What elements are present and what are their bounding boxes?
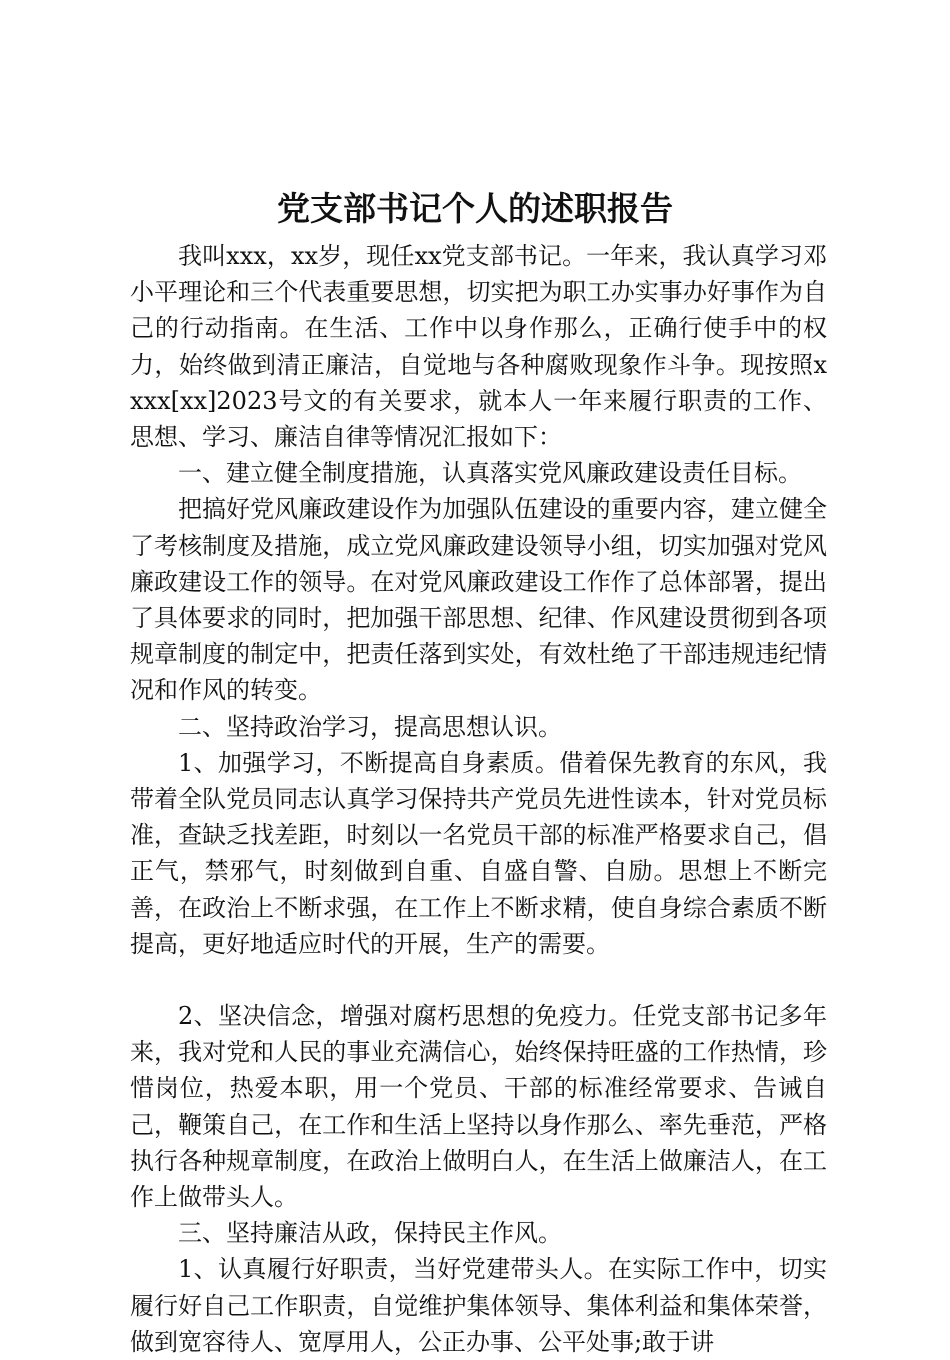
paragraph-intro: 我叫xxx，xx岁，现任xx党支部书记。一年来，我认真学习邓小平理论和三个代表重要思想，切实把为职工办实事办好事作为自己的行动指南。在生活、工作中以身作那么，正确行使手中的权力，始终做到清正廉洁，自觉地与各种腐败现象作斗争。现按照xxxx[xx]2023号文的有关要求，就本人一年来履行职责的工作、思想、学习、廉洁自律等情况汇报如下： [130, 242, 827, 452]
section-heading-2: 二、坚持政治学习，提高思想认识。 [178, 712, 562, 741]
document-title: 党支部书记个人的述职报告 [277, 189, 673, 228]
paragraph-section-2-item-1: 1、加强学习，不断提高自身素质。借着保先教育的东风，我带着全队党员同志认真学习保持共产党员先进性读本，针对党员标准，查缺乏找差距，时刻以一名党员干部的标准严格要求自己，倡正气，禁邪气，时刻做到自重、自盛自警、自励。思想上不断完善，在政治上不断求强，在工作上不断求精，使自身综合素质不断提高，更好地适应时代的开展，生产的需要。 [130, 748, 827, 958]
paragraph-spacer [130, 962, 827, 998]
paragraph-section-2-item-2: 2、坚决信念，增强对腐朽思想的免疫力。任党支部书记多年来，我对党和人民的事业充满信心，始终保持旺盛的工作热情，珍惜岗位，热爱本职，用一个党员、干部的标准经常要求、告诫自己，鞭策自己，在工作和生活上坚持以身作那么、率先垂范，严格执行各种规章制度，在政治上做明白人，在生活上做廉洁人，在工作上做带头人。 [130, 1002, 827, 1212]
paragraph-section-3-item-1: 1、认真履行好职责，当好党建带头人。在实际工作中，切实履行好自己工作职责，自觉维护集体领导、集体利益和集体荣誉，做到宽容待人、宽厚用人，公正办事、公平处事;敢于讲 [130, 1255, 827, 1356]
section-heading-1: 一、建立健全制度措施，认真落实党风廉政建设责任目标。 [178, 459, 802, 488]
section-heading-3: 三、坚持廉洁从政，保持民主作风。 [178, 1219, 562, 1248]
paragraph-section-1: 把搞好党风廉政建设作为加强队伍建设的重要内容，建立健全了考核制度及措施，成立党风廉政建设领导小组，切实加强对党风廉政建设工作的领导。在对党风廉政建设工作作了总体部署，提出了具体要求的同时，把加强干部思想、纪律、作风建设贯彻到各项规章制度的制定中，把责任落到实处，有效杜绝了干部违规违纪情况和作风的转变。 [130, 495, 827, 705]
document-body [130, 238, 827, 1360]
